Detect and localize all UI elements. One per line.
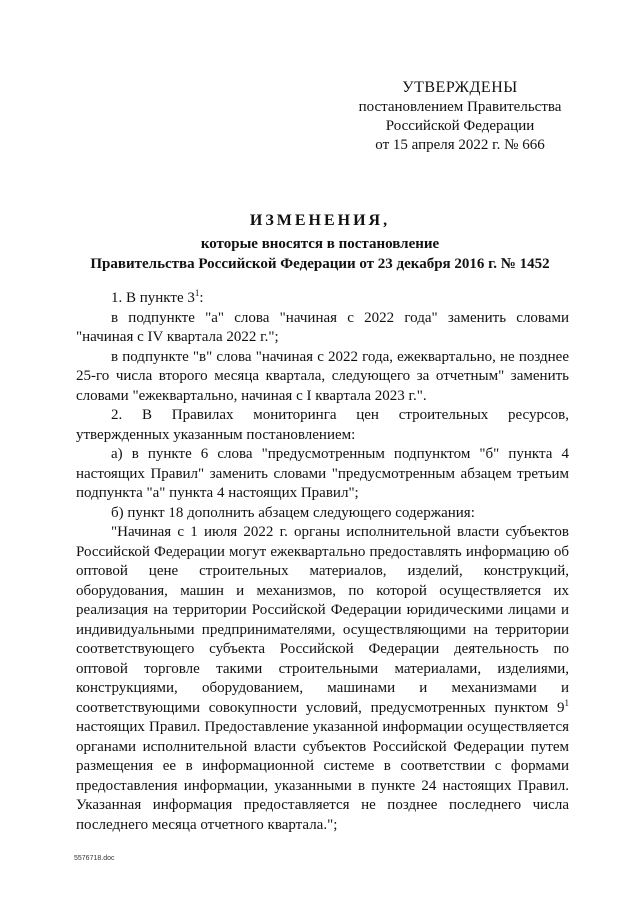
paragraph-2: в подпункте "а" слова "начиная с 2022 года" заменить словами "начиная с IV квартала 2022 г.";	[76, 309, 569, 345]
quote-part-1: "Начиная с 1 июля 2022 г. органы исполнительной власти субъектов Российской Федерации могут ежеквартально предоставлять информацию об оптовой цене строительных материалов, изделий, конструкций, оборудования, машин и механизмов, по которой осуществляется их реализация на территории Российской Федерации юридическими лицами и индивидуальными предпринимателями, осуществляющими на территории соответствующего субъекта Российской Федерации деятельность по оптовой торговле такими строительными материалами, изделиями, конструкциями, оборудованием, машинами и механизмами и соответствующими совокупности условий, предусмотренных пунктом 9	[76, 524, 569, 716]
paragraph-1-tail: :	[199, 290, 204, 306]
quoted-paragraph	[76, 523, 569, 835]
title-line-1: которые вносятся в постановление	[200, 236, 440, 252]
document-title	[70, 211, 570, 274]
paragraph-1	[76, 289, 569, 309]
approval-line-2: Российской Федерации	[385, 118, 535, 134]
paragraph-3: в подпункте "в" слова "начиная с 2022 года, ежеквартально, не позднее 25-го числа второго месяца квартала, следующего за отчетным" заменить словами "ежеквартально, начиная с I квартала 2023 г.".	[76, 348, 569, 404]
quote-superscript: 1	[564, 697, 569, 708]
document-file-code: 5576718.doc	[74, 855, 115, 862]
paragraph-1-text: 1. В пункте 3	[111, 290, 195, 306]
approval-block	[350, 78, 570, 155]
approval-line-3: от 15 апреля 2022 г. № 666	[375, 137, 545, 153]
paragraph-4: 2. В Правилах мониторинга цен строительных ресурсов, утвержденных указанным постановлением:	[76, 407, 569, 443]
approved-label: УТВЕРЖДЕНЫ	[402, 79, 518, 96]
approval-line-1: постановлением Правительства	[358, 99, 562, 115]
title-heading: ИЗМЕНЕНИЯ,	[249, 212, 391, 229]
paragraph-1-superscript: 1	[194, 288, 200, 298]
document-body	[76, 289, 569, 835]
quote-part-2: настоящих Правил. Предоставление указанной информации осуществляется органами исполнительной власти субъектов Российской Федерации путем размещения ее в информационной системе в соответствии с формами предоставления информации, указанными в пункте 24 настоящих Правил. Указанная информация предоставляется не позднее последнего числа последнего месяца отчетного квартала.";	[76, 719, 569, 833]
title-line-2: Правительства Российской Федерации от 23 декабря 2016 г. № 1452	[90, 256, 550, 272]
paragraph-5: а) в пункте 6 слова "предусмотренным подпунктом "б" пункта 4 настоящих Правил" заменить словами "предусмотренным абзацем третьим подпункта "а" пункта 4 настоящих Правил";	[76, 446, 569, 501]
paragraph-6: б) пункт 18 дополнить абзацем следующего содержания:	[111, 504, 475, 521]
